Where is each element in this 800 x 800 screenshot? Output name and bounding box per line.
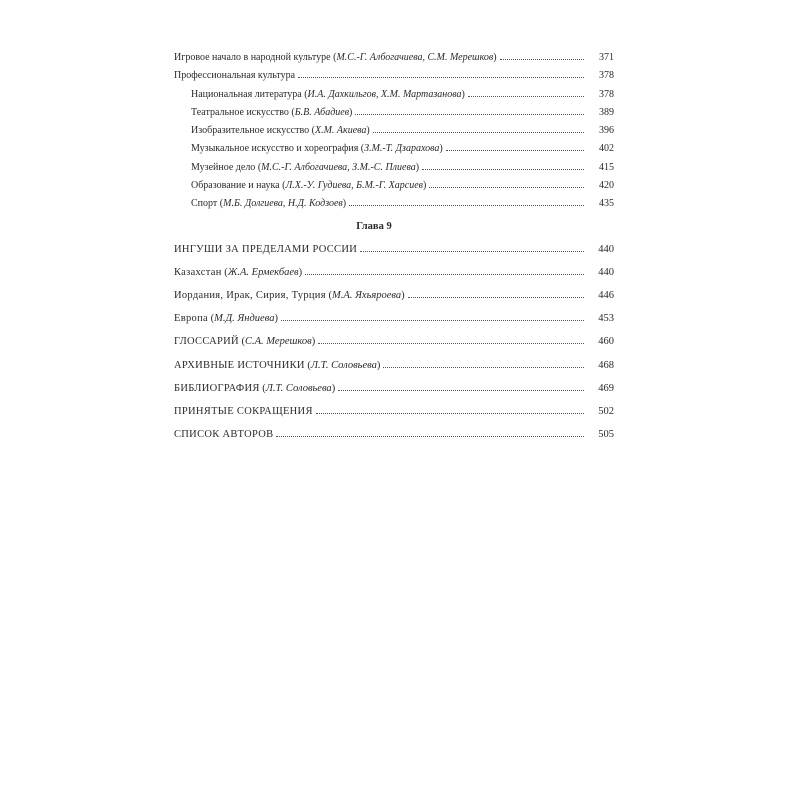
dot-leader xyxy=(383,367,584,368)
toc-entry xyxy=(174,69,614,87)
dot-leader xyxy=(500,59,584,60)
toc-entry-author: М.С.-Г. Албогачиева, С.М. Мерешков xyxy=(336,52,494,63)
toc-entry-text: ГЛОССАРИЙ (С.А. Мерешков) xyxy=(174,336,316,348)
toc-entry-text: Игровое начало в народной культуре (М.С.-Г. Албогачиева, С.М. Мерешков) xyxy=(174,52,497,63)
toc-section-chapter-9 xyxy=(174,242,614,451)
dot-leader xyxy=(373,132,584,133)
toc-entry-title: Музейное дело xyxy=(191,161,256,173)
toc-entry-text: Изобразительное искусство (Х.М. Акиева) xyxy=(191,125,370,137)
toc-entry xyxy=(174,427,614,450)
toc-entry-title: Иордания, Ирак, Сирия, Турция xyxy=(174,290,326,302)
dot-leader xyxy=(305,274,584,275)
toc-entry-author: Л.Х.-У. Гудиева, Б.М.-Г. Харсиев xyxy=(285,180,424,192)
toc-entry xyxy=(174,404,614,427)
dot-leader xyxy=(281,320,584,321)
toc-entry-text: Спорт (М.Б. Долгиева, Н.Д. Кодзоев) xyxy=(191,198,347,210)
toc-entry-title: Профессиональная культура xyxy=(174,70,296,82)
toc-entry-page-number: 446 xyxy=(598,290,614,302)
toc-entry-title: АРХИВНЫЕ ИСТОЧНИКИ xyxy=(174,359,305,371)
toc-entry xyxy=(174,242,614,265)
toc-entry-author: М.С.-Г. Албогачиева, З.М.-С. Плиева xyxy=(261,161,416,173)
dot-leader xyxy=(338,390,584,391)
toc-entry-author: Л.Т. Соловьева xyxy=(265,382,332,394)
toc-section-chapter-8 xyxy=(174,51,614,216)
toc-entry-page-number: 440 xyxy=(598,243,614,255)
dot-leader xyxy=(422,169,584,170)
toc-entry xyxy=(174,358,614,381)
toc-entry-text: Иордания, Ирак, Сирия, Турция (М.А. Яхьяроева) xyxy=(174,290,405,302)
dot-leader xyxy=(349,205,584,206)
toc-entry-title: Спорт xyxy=(191,198,218,210)
toc-entry-title: СПИСОК АВТОРОВ xyxy=(174,429,274,441)
table-of-contents xyxy=(174,51,614,450)
toc-entry xyxy=(174,88,614,106)
toc-entry xyxy=(174,265,614,288)
toc-entry-text: Национальная литература (И.А. Дахкильгов, Х.М. Мартазанова) xyxy=(191,88,465,100)
dot-leader xyxy=(360,251,584,252)
toc-entry xyxy=(174,106,614,124)
dot-leader xyxy=(446,150,584,151)
toc-entry-author: М.А. Яхьяроева xyxy=(331,290,402,302)
toc-entry xyxy=(174,51,614,69)
toc-entry-page-number: 469 xyxy=(598,382,614,394)
toc-entry-title: БИБЛИОГРАФИЯ xyxy=(174,382,260,394)
toc-entry-page-number: 378 xyxy=(599,88,614,100)
toc-entry-text xyxy=(174,242,357,258)
toc-entry-title: Образование и наука xyxy=(191,180,280,192)
toc-entry xyxy=(174,288,614,311)
toc-entry-page-number: 468 xyxy=(598,359,614,371)
dot-leader xyxy=(429,187,584,188)
toc-entry-author: М.Д. Яндиева xyxy=(214,313,275,325)
toc-entry-page-number: 502 xyxy=(598,405,614,417)
dot-leader xyxy=(276,436,584,437)
toc-entry-title: Казахстан xyxy=(174,266,222,278)
toc-entry-title: Театральное искусство xyxy=(191,106,289,118)
dot-leader xyxy=(298,77,584,78)
toc-entry-author: Л.Т. Соловьева xyxy=(310,359,377,371)
toc-entry-text xyxy=(174,69,295,82)
dot-leader xyxy=(408,297,584,298)
toc-entry-title: ГЛОССАРИЙ xyxy=(174,336,239,348)
toc-entry-text: Казахстан (Ж.А. Ермекбаев) xyxy=(174,266,303,278)
toc-entry-page-number: 505 xyxy=(598,429,614,441)
toc-entry-author: Ж.А. Ермекбаев xyxy=(227,266,299,278)
toc-entry-author: Б.В. Абадиев xyxy=(294,106,350,118)
toc-entry-page-number: 415 xyxy=(599,161,614,173)
toc-entry-title: ИНГУШИ ЗА ПРЕДЕЛАМИ РОССИИ xyxy=(174,243,358,255)
toc-entry-text: Театральное искусство (Б.В. Абадиев) xyxy=(191,106,353,118)
toc-entry xyxy=(174,124,614,142)
toc-entry-title: Европа xyxy=(174,313,208,325)
toc-entry xyxy=(174,334,614,357)
toc-entry-text xyxy=(174,404,313,420)
toc-entry-page-number: 420 xyxy=(599,180,614,192)
toc-entry-title: Игровое начало в народной культуре xyxy=(174,52,331,63)
toc-entry-page-number: 389 xyxy=(599,106,614,118)
toc-entry-page-number: 371 xyxy=(599,52,614,63)
toc-entry xyxy=(174,179,614,197)
dot-leader xyxy=(318,343,584,344)
toc-entry xyxy=(174,311,614,334)
dot-leader xyxy=(316,413,584,414)
toc-entry-text: АРХИВНЫЕ ИСТОЧНИКИ (Л.Т. Соловьева) xyxy=(174,359,381,371)
toc-entry xyxy=(174,142,614,160)
toc-entry-page-number: 440 xyxy=(598,266,614,278)
toc-entry-author: М.Б. Долгиева, Н.Д. Кодзоев xyxy=(223,198,343,210)
toc-entry-author: З.М.-Т. Дзарахова xyxy=(364,143,440,155)
toc-entry-text: Образование и наука (Л.Х.-У. Гудиева, Б.М.-Г. Харсиев) xyxy=(191,180,427,192)
toc-entry-page-number: 460 xyxy=(598,336,614,348)
toc-entry-text: Музейное дело (М.С.-Г. Албогачиева, З.М.-С. Плиева) xyxy=(191,161,420,173)
toc-entry-author: Х.М. Акиева xyxy=(314,125,367,137)
toc-entry-text: Европа (М.Д. Яндиева) xyxy=(174,313,278,325)
toc-entry-author: С.А. Мерешков xyxy=(245,336,312,348)
toc-entry-title: Национальная литература xyxy=(191,88,302,100)
toc-entry-text: БИБЛИОГРАФИЯ (Л.Т. Соловьева) xyxy=(174,382,336,394)
toc-entry xyxy=(174,161,614,179)
toc-entry-page-number: 453 xyxy=(598,313,614,325)
toc-entry-text xyxy=(174,427,273,443)
toc-entry-author: И.А. Дахкильгов, Х.М. Мартазанова xyxy=(307,88,462,100)
toc-entry xyxy=(174,381,614,404)
toc-entry-page-number: 396 xyxy=(599,125,614,137)
toc-entry-page-number: 378 xyxy=(599,70,614,82)
chapter-heading: Глава 9 xyxy=(356,220,392,232)
dot-leader xyxy=(355,114,584,115)
toc-entry-title: Изобразительное искусство xyxy=(191,125,310,137)
dot-leader xyxy=(468,96,584,97)
toc-entry-page-number: 435 xyxy=(599,198,614,210)
toc-entry xyxy=(174,197,614,215)
toc-entry-text: Музыкальное искусство и хореография (З.М.-Т. Дзарахова) xyxy=(191,143,443,155)
toc-entry-title: Музыкальное искусство и хореография xyxy=(191,143,359,155)
toc-entry-page-number: 402 xyxy=(599,143,614,155)
toc-entry-title: ПРИНЯТЫЕ СОКРАЩЕНИЯ xyxy=(174,405,313,417)
